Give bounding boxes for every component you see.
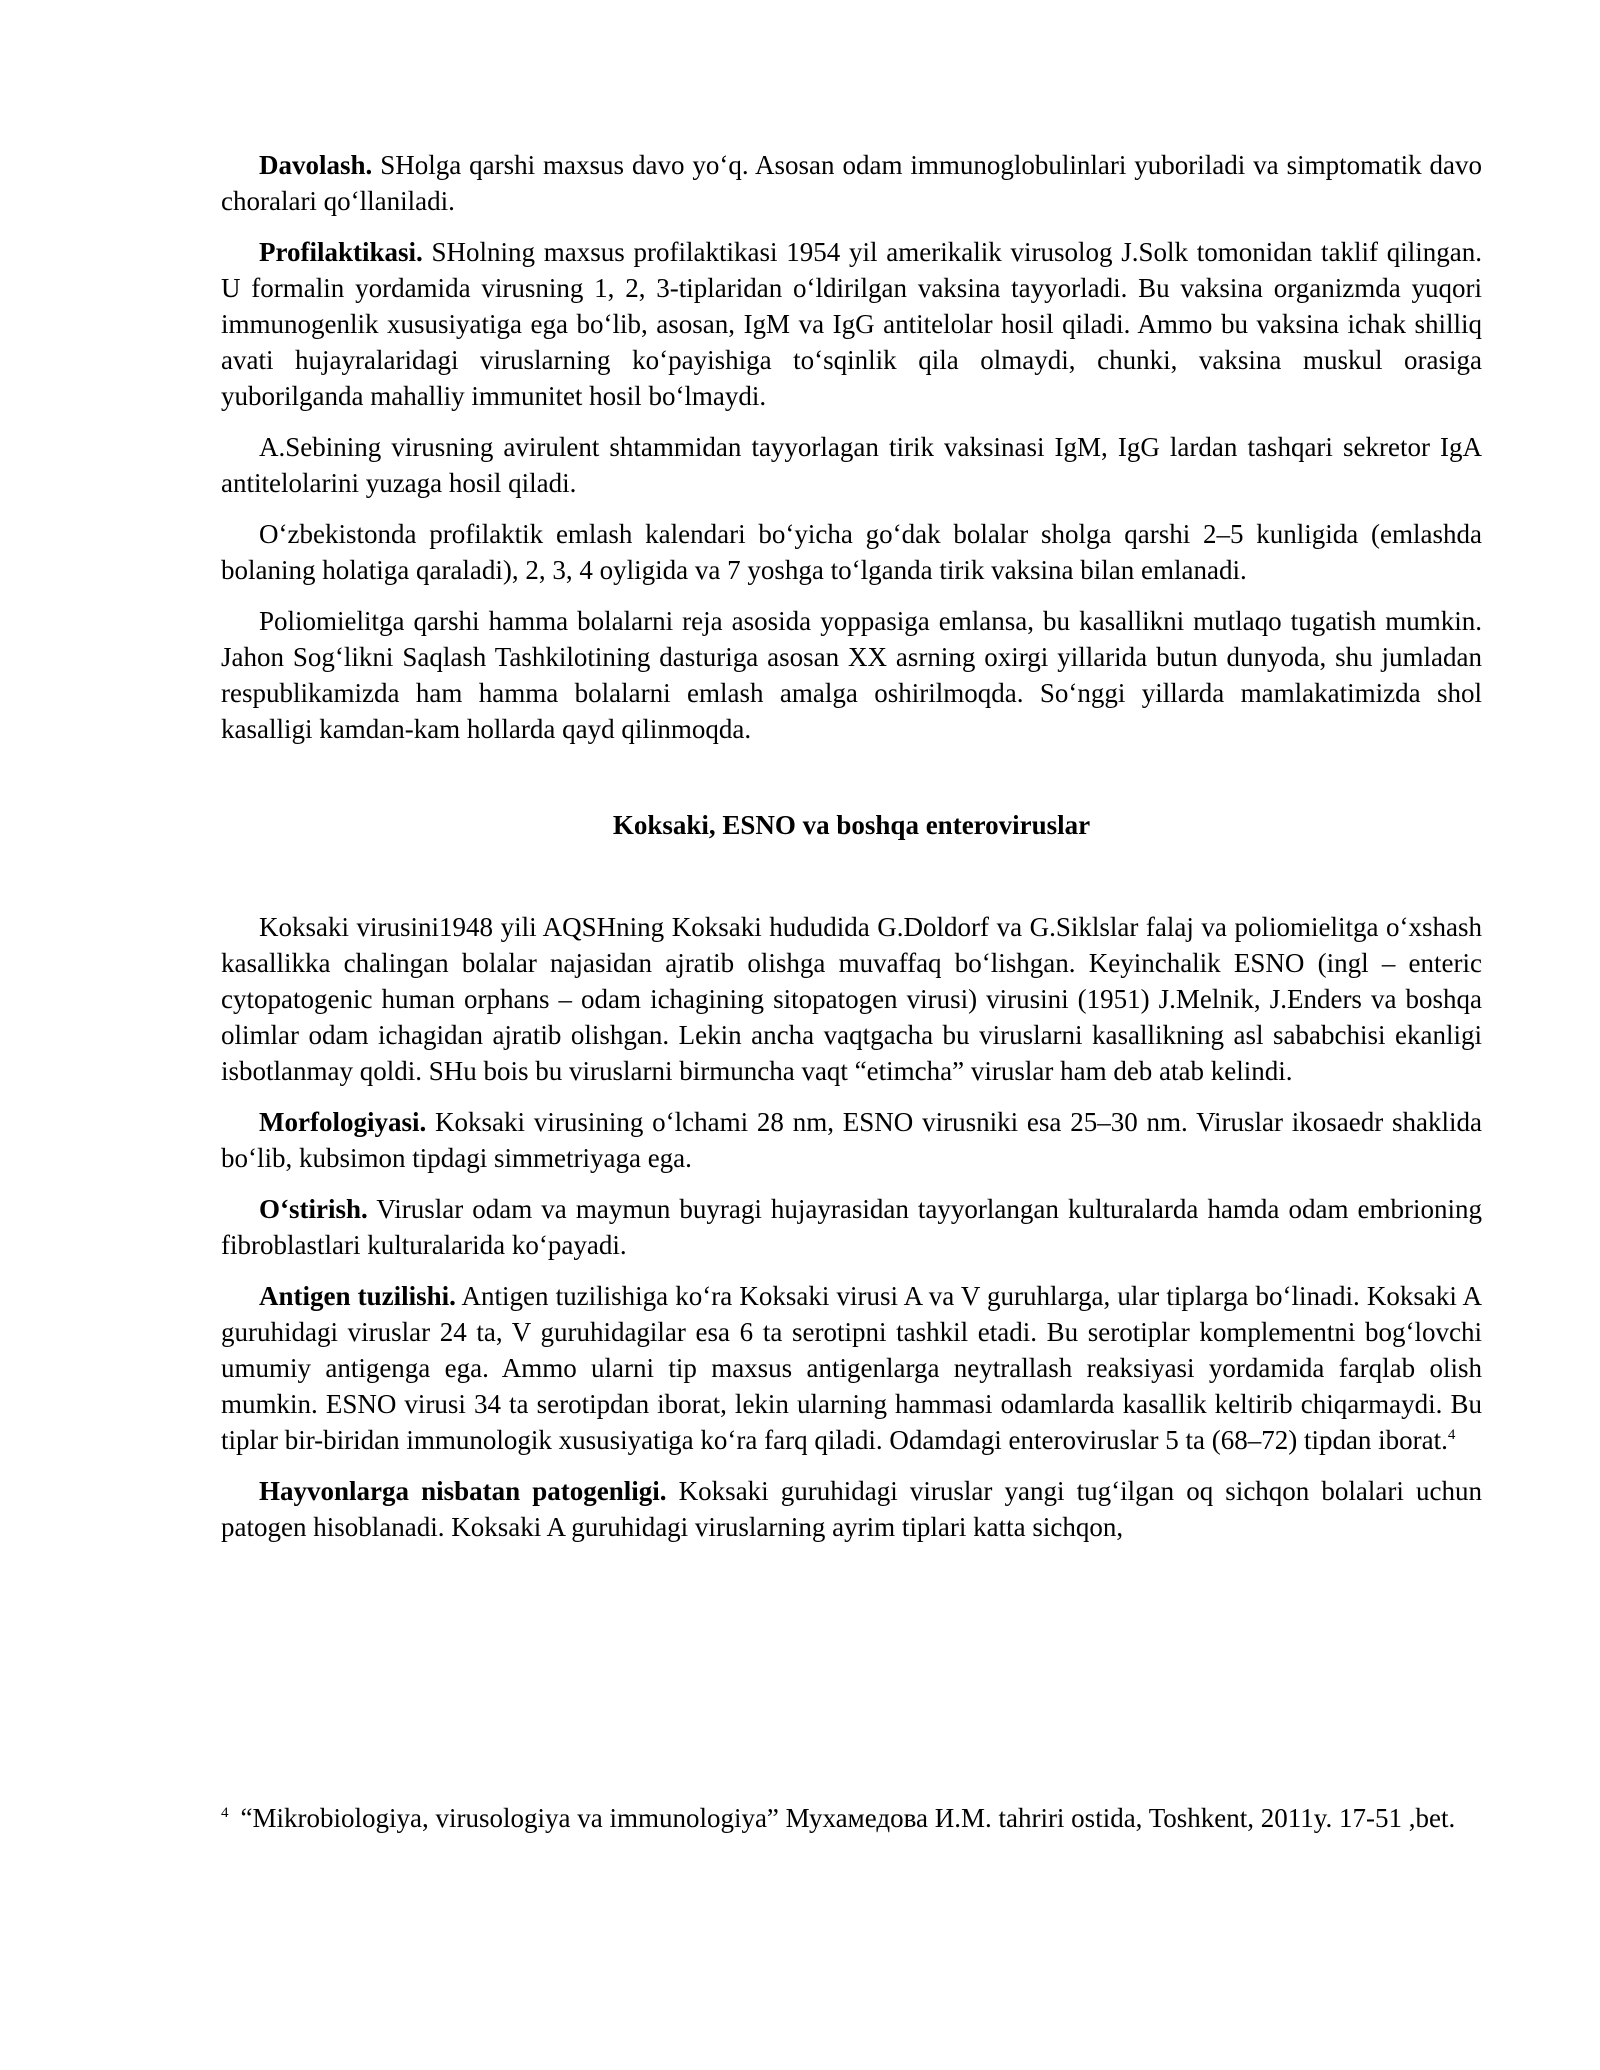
paragraph-text: Koksaki virusining o‘lchami 28 nm, ESNO virusniki esa 25–30 nm. Viruslar ikosaedr shaklida bo‘lib, kubsimon tipdagi simmetriyaga ega.: [221, 1107, 1482, 1173]
paragraph-text: Antigen tuzilishiga ko‘ra Koksaki virusi A va V guruhlarga, ular tiplarga bo‘linadi. Koksaki A guruhidagi viruslar 24 ta, V guruhidagilar esa 6 ta serotipni tashkil etadi. Bu serotiplar komplementni bog‘lovchi umumiy antigenga ega. Ammo ularni tip maxsus antigenlarga neytrallash reaksiyasi yordamida farqlab olish mumkin. ESNO virusi 34 ta serotipdan iborat, lekin ularning hammasi odamlarda kasallik keltirib chiqarmaydi. Bu tiplar bir-biridan immunologik xususiyatiga ko‘ra farq qiladi. Odamdagi enteroviruslar 5 ta (68–72) tipdan iborat.: [221, 1281, 1483, 1455]
paragraph-ostirish: [221, 1191, 1482, 1263]
body-text: [221, 147, 1482, 1560]
section-heading: Koksaki, ESNO va boshqa enteroviruslar: [612, 810, 1091, 840]
footnote: [221, 1800, 1482, 1836]
paragraph-morfologiyasi: [221, 1104, 1482, 1176]
paragraph-davolash: [221, 147, 1482, 219]
footnote-mark: 4: [221, 1805, 229, 1821]
paragraph-text: SHolning maxsus profilaktikasi 1954 yil amerikalik virusolog J.Solk tomonidan taklif qilingan. U formalin yordamida virusning 1, 2, 3-tiplaridan o‘ldirilgan vaksina tayyorladi. Bu vaksina organizmda yuqori immunogenlik xususiyatiga ega bo‘lib, asosan, IgM va IgG antitelolar hosil qiladi. Ammo bu vaksina ichak shilliq avati hujayralaridagi viruslarning ko‘payishiga to‘sqinlik qila olmaydi, chunki, vaksina muskul orasiga yuborilganda mahalliy immunitet hosil bo‘lmaydi.: [221, 237, 1482, 411]
paragraph-lead: Hayvonlarga nisbatan patogenligi.: [259, 1476, 667, 1506]
paragraph-lead: Davolash.: [259, 150, 373, 180]
paragraph-sebin: A.Sebining virusning avirulent shtammidan tayyorlagan tirik vaksinasi IgM, IgG lardan tashqari sekretor IgA antitelolarini yuzaga hosil qiladi.: [221, 432, 1482, 498]
paragraph-koksaki-intro: Koksaki virusini1948 yili AQSHning Koksaki hududida G.Doldorf va G.Siklslar falaj va poliomielitga o‘xshash kasallikka chalingan bolalar najasidan ajratib olishga muvaffaq bo‘lishgan. Keyinchalik ESNO (ingl – enteric cytopatogenic human orphans – odam ichagining sitopatogen virusi) virusini (1951) J.Melnik, J.Enders va boshqa olimlar odam ichagidan ajratib olishgan. Lekin ancha vaqtgacha bu viruslarni kasallikning asl sababchisi ekanligi isbotlanmay qoldi. SHu bois bu viruslarni birmuncha vaqt “etimcha” viruslar ham deb atab kelindi.: [221, 912, 1482, 1086]
footnote-text: “Mikrobiologiya, virusologiya va immunologiya” Мухамедова И.М. tahriri ostida, Toshkent, 2011y. 17-51 ,bet.: [240, 1803, 1456, 1833]
paragraph-patogenligi: [221, 1473, 1482, 1545]
footnote-reference: 4: [1447, 1427, 1456, 1443]
paragraph-lead: Profilaktikasi.: [259, 237, 423, 267]
paragraph-lead: Antigen tuzilishi.: [259, 1281, 456, 1311]
paragraph-profilaktikasi: [221, 234, 1482, 414]
paragraph-lead: O‘stirish.: [259, 1194, 368, 1224]
paragraph-text: SHolga qarshi maxsus davo yo‘q. Asosan odam immunoglobulinlari yuboriladi va simptomatik davo choralari qo‘llaniladi.: [221, 150, 1482, 216]
paragraph-uzbekistan: O‘zbekistonda profilaktik emlash kalendari bo‘yicha go‘dak bolalar sholga qarshi 2–5 kunligida (emlashda bolaning holatiga qaraladi), 2, 3, 4 oyligida va 7 yoshga to‘lganda tirik vaksina bilan emlanadi.: [221, 519, 1482, 585]
paragraph-antigen: [221, 1278, 1482, 1458]
paragraph-poliomielit: Poliomielitga qarshi hamma bolalarni reja asosida yoppasiga emlansa, bu kasallikni mutlaqo tugatish mumkin. Jahon Sog‘likni Saqlash Tashkilotining dasturiga asosan XX asrning oxirgi yillarida butun dunyoda, shu jumladan respublikamizda ham hamma bolalarni emlash amalga oshirilmoqda. So‘nggi yillarda mamlakatimizda shol kasalligi kamdan-kam hollarda qayd qilinmoqda.: [221, 606, 1482, 744]
paragraph-text: Koksaki guruhidagi viruslar yangi tug‘ilgan oq sichqon bolalari uchun patogen hisoblanadi. Koksaki A guruhidagi viruslarning ayrim tiplari katta sichqon,: [221, 1476, 1482, 1542]
paragraph-lead: Morfologiyasi.: [259, 1107, 427, 1137]
paragraph-text: Viruslar odam va maymun buyragi hujayrasidan tayyorlangan kulturalarda hamda odam embrioning fibroblastlari kulturalarida ko‘payadi.: [221, 1194, 1482, 1260]
